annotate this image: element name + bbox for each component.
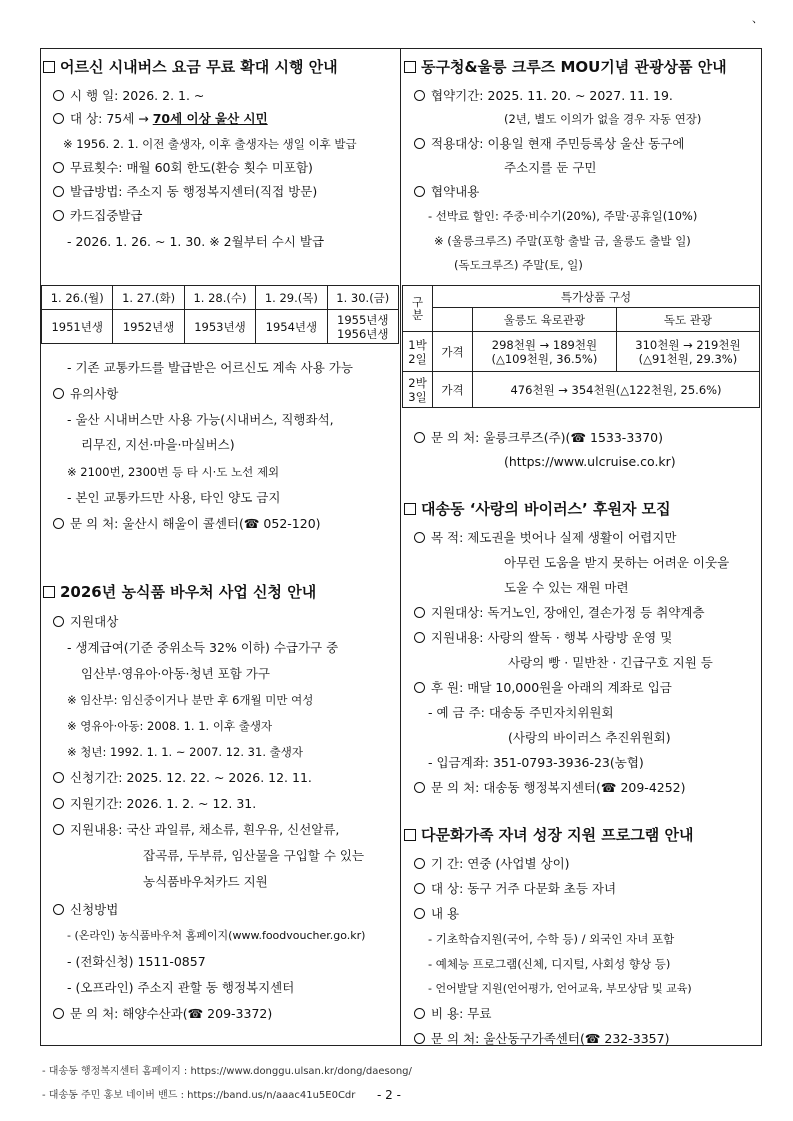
- voucher-method-phone: - (전화신청) 1511-0857: [67, 954, 206, 969]
- bullet-circle-icon: [414, 883, 425, 894]
- voucher-support-period: [53, 795, 256, 813]
- donation-content-a: 지원내용: 사랑의 쌀독 · 행복 사랑방 운영 및: [431, 630, 673, 645]
- donation-holder-b: (사랑의 바이러스 추진위원회): [508, 730, 671, 745]
- bullet-circle-icon: [414, 782, 425, 793]
- bullet-circle-icon: [53, 616, 64, 627]
- cruise-target-b: 주소지를 둔 구민: [504, 160, 597, 175]
- voucher-content-a: 지원내용: 국산 과일류, 채소류, 흰우유, 신선알류,: [70, 822, 340, 837]
- bullet-circle-icon: [414, 682, 425, 693]
- price-header-blank: [433, 308, 473, 332]
- cruise-contact-label: 문 의 처: 울릉크루즈(주)(: [431, 430, 571, 445]
- price-row2-label: [403, 372, 433, 408]
- bus-start-date: [53, 87, 204, 105]
- page-number: - 2 -: [377, 1088, 401, 1102]
- multi-period-text: 기 간: 연중 (사업별 상이): [431, 856, 570, 871]
- bus-target: [53, 110, 268, 128]
- multi-content: [414, 905, 459, 923]
- newsletter-page: [40, 48, 762, 1046]
- checkbox-icon: [43, 61, 55, 73]
- price-row1-ulleung-value: 298천원 → 189천원: [491, 337, 598, 352]
- donation-target: [414, 604, 705, 622]
- bus-free-count: [53, 159, 313, 177]
- bullet-circle-icon: [414, 632, 425, 643]
- cruise-content: [414, 183, 479, 201]
- schedule-birth: 1956년생: [337, 326, 389, 341]
- voucher-content-c: 농식품바우처카드 지원: [143, 874, 268, 889]
- bullet-circle-icon: [53, 113, 64, 124]
- price-header-ulleung: 울릉도 육로관광: [473, 308, 617, 332]
- price-header-division-text: 구분: [411, 294, 424, 322]
- bus-card-issue-text: 카드집중발급: [70, 208, 143, 223]
- voucher-target: [53, 613, 118, 631]
- price-row2-type: 가격: [433, 372, 473, 408]
- cruise-weekend-ulleung: ※ (울릉크루즈) 주말(포항 출발 금, 울릉도 출발 일): [434, 234, 691, 248]
- price-row1-label-text: 1박 2일: [408, 337, 427, 366]
- footer-band[interactable]: - 대송동 주민 홍보 네이버 밴드 : https://band.us/n/aaac41u5E0Cdr: [42, 1090, 356, 1101]
- bullet-circle-icon: [414, 1008, 425, 1019]
- bullet-circle-icon: [414, 532, 425, 543]
- schedule-birth: 1951년생: [42, 310, 113, 344]
- cruise-content-text: 협약내용: [431, 184, 480, 199]
- bus-caution1a: - 울산 시내버스만 사용 가능(시내버스, 직행좌석,: [67, 412, 334, 427]
- cruise-discount: - 선박료 할인: 주중·비수기(20%), 주말·공휴일(10%): [428, 209, 698, 223]
- phone-icon: ☎: [187, 1006, 204, 1021]
- price-row2-value: 476천원 → 354천원(△122천원, 25.6%): [473, 372, 760, 408]
- voucher-contact: [53, 1005, 272, 1023]
- price-row2-label-text: 2박 3일: [408, 375, 427, 404]
- multi-contact: [414, 1030, 669, 1048]
- phone-icon: ☎: [584, 1031, 601, 1046]
- donation-purpose-b: 아무런 도움을 받지 못하는 어려운 이웃을: [504, 555, 730, 570]
- voucher-content: [53, 821, 339, 839]
- donation-content: [414, 629, 672, 647]
- multicultural-title-text: 다문화가족 자녀 성장 지원 프로그램 안내: [421, 826, 694, 844]
- bullet-circle-icon: [414, 432, 425, 443]
- voucher-note-2: ※ 영유아·아동: 2008. 1. 1. 이후 출생자: [67, 719, 273, 733]
- schedule-date: 1. 29.(목): [256, 286, 327, 310]
- donation-contact-phone: 209-4252): [620, 780, 686, 795]
- donation-donate-text: 후 원: 매달 10,000원을 아래의 계좌로 입금: [431, 680, 672, 695]
- donation-contact: [414, 779, 686, 797]
- bus-issue-method-text: 발급방법: 주소지 동 행정복지센터(직접 방문): [70, 184, 318, 199]
- donation-donate: [414, 679, 672, 697]
- bullet-circle-icon: [414, 858, 425, 869]
- cruise-period-note: (2년, 별도 이의가 없을 경우 자동 연장): [504, 112, 702, 126]
- schedule-birth: 1952년생: [113, 310, 184, 344]
- multi-content-text: 내 용: [431, 906, 460, 921]
- price-row1-ulleung: [473, 332, 617, 372]
- price-row1-type: 가격: [433, 332, 473, 372]
- price-header-division: [403, 286, 433, 332]
- schedule-birth: 1954년생: [256, 310, 327, 344]
- bus-card-period: - 2026. 1. 26. ~ 1. 30. ※ 2월부터 수시 발급: [67, 234, 325, 249]
- bullet-circle-icon: [53, 210, 64, 221]
- bus-schedule-table: [41, 285, 399, 344]
- voucher-content-b: 잡곡류, 두부류, 임산물을 구입할 수 있는: [143, 848, 365, 863]
- bus-title-text: 어르신 시내버스 요금 무료 확대 시행 안내: [60, 58, 338, 76]
- multi-content-1: - 기초학습지원(국어, 수학 등) / 외국인 자녀 포함: [428, 932, 675, 946]
- section-title-voucher: [43, 582, 316, 602]
- bullet-circle-icon: [53, 90, 64, 101]
- schedule-birth-multi: [327, 310, 398, 344]
- cruise-contact-url: (https://www.ulcruise.co.kr): [504, 454, 676, 469]
- bullet-circle-icon: [53, 772, 64, 783]
- bullet-circle-icon: [53, 1008, 64, 1019]
- cruise-contact-phone: 1533-3370): [590, 430, 664, 445]
- corner-mark: 、: [752, 12, 763, 25]
- schedule-date: 1. 30.(금): [327, 286, 398, 310]
- schedule-birth: 1955년생: [337, 312, 389, 327]
- bullet-circle-icon: [414, 138, 425, 149]
- bus-caution2: ※ 2100번, 2300번 등 타 시·도 노선 제외: [67, 465, 280, 479]
- multi-content-2: - 예체능 프로그램(신체, 디지털, 사회성 향상 등): [428, 957, 671, 971]
- donation-account: - 입금계좌: 351-0793-3936-23(농협): [428, 755, 644, 770]
- section-title-bus: [43, 57, 338, 77]
- bus-contact-phone: 052-120): [263, 516, 321, 531]
- bus-free-count-text: 무료횟수: 매월 60회 한도(환승 횟수 미포함): [70, 160, 313, 175]
- section-title-multicultural: [404, 825, 693, 845]
- cruise-target: [414, 135, 685, 153]
- voucher-apply-period-text: 신청기간: 2025. 12. 22. ~ 2026. 12. 11.: [70, 770, 312, 785]
- multi-contact-phone: 232-3357): [604, 1031, 670, 1046]
- bullet-circle-icon: [414, 1033, 425, 1044]
- multi-target-text: 대 상: 동구 거주 다문화 초등 자녀: [431, 881, 617, 896]
- bullet-circle-icon: [53, 388, 64, 399]
- voucher-target-1a: - 생계급여(기준 중위소득 32% 이하) 수급가구 중: [67, 640, 339, 655]
- cruise-target-a: 적용대상: 이용일 현재 주민등록상 울산 동구에: [431, 136, 685, 151]
- cruise-price-table: [402, 285, 760, 408]
- voucher-note-1: ※ 임산부: 임신중이거나 분만 후 6개월 미만 여성: [67, 693, 314, 707]
- checkbox-icon: [43, 586, 55, 598]
- voucher-target-1b: 임산부·영유아·아동·청년 포함 가구: [81, 666, 270, 681]
- schedule-date: 1. 28.(수): [184, 286, 255, 310]
- bus-contact: [53, 515, 321, 533]
- bus-birth-note: ※ 1956. 2. 1. 이전 출생자, 이후 출생자는 생일 이후 발급: [63, 137, 357, 151]
- bullet-circle-icon: [53, 186, 64, 197]
- section-title-cruise: [404, 57, 727, 77]
- bus-existing-card: - 기존 교통카드를 발급받은 어르신도 계속 사용 가능: [67, 360, 353, 375]
- price-header-main: 특가상품 구성: [433, 286, 760, 308]
- schedule-date: 1. 26.(월): [42, 286, 113, 310]
- bus-card-issue: [53, 207, 142, 225]
- bullet-circle-icon: [414, 607, 425, 618]
- schedule-date: 1. 27.(화): [113, 286, 184, 310]
- bus-caution3: - 본인 교통카드만 사용, 타인 양도 금지: [67, 490, 281, 505]
- bus-caution-text: 유의사항: [70, 386, 119, 401]
- cruise-contact: [414, 429, 663, 447]
- donation-purpose: [414, 529, 676, 547]
- bullet-circle-icon: [414, 186, 425, 197]
- voucher-method-text: 신청방법: [70, 902, 119, 917]
- multi-cost-text: 비 용: 무료: [431, 1006, 492, 1021]
- phone-icon: ☎: [570, 430, 587, 445]
- bus-contact-label: 문 의 처: 울산시 해울이 콜센터(: [70, 516, 244, 531]
- voucher-support-period-text: 지원기간: 2026. 1. 2. ~ 12. 31.: [70, 796, 257, 811]
- price-row1-dokdo-discount: (△91천원, 29.3%): [638, 351, 738, 366]
- bus-caution1b: 리무진, 지선·마을·마실버스): [81, 437, 235, 452]
- donation-contact-label: 문 의 처: 대송동 행정복지센터(: [431, 780, 601, 795]
- phone-icon: ☎: [600, 780, 617, 795]
- donation-purpose-c: 도울 수 있는 재원 마련: [504, 580, 629, 595]
- schedule-birth: 1953년생: [184, 310, 255, 344]
- phone-icon: ☎: [243, 516, 260, 531]
- bus-caution: [53, 385, 118, 403]
- cruise-weekend-dokdo: (독도크루즈) 주말(토, 일): [454, 258, 583, 272]
- column-divider: [400, 49, 401, 1045]
- multi-target: [414, 880, 616, 898]
- voucher-title-text: 2026년 농식품 바우처 사업 신청 안내: [60, 583, 317, 601]
- checkbox-icon: [404, 503, 416, 515]
- footer-homepage[interactable]: - 대송동 행정복지센터 홈페이지 : https://www.donggu.ulsan.kr/dong/daesong/: [42, 1066, 412, 1077]
- bus-start-label: 시 행 일:: [70, 88, 123, 103]
- multi-cost: [414, 1005, 491, 1023]
- bus-target-from: 75세 →: [106, 111, 153, 126]
- voucher-method-online: - (온라인) 농식품바우처 홈페이지(www.foodvoucher.go.kr): [67, 929, 366, 942]
- price-row1-dokdo: [616, 332, 759, 372]
- bus-target-to: 70세 이상 울산 시민: [152, 111, 268, 126]
- bullet-circle-icon: [53, 518, 64, 529]
- donation-holder-a: - 예 금 주: 대송동 주민자치위원회: [428, 705, 614, 720]
- cruise-period-text: 협약기간: 2025. 11. 20. ~ 2027. 11. 19.: [431, 88, 673, 103]
- donation-content-b: 사랑의 빵 · 밑반찬 · 긴급구호 지원 등: [508, 655, 713, 670]
- multi-contact-label: 문 의 처: 울산동구가족센터(: [431, 1031, 585, 1046]
- cruise-title-text: 동구청&울릉 크루즈 MOU기념 관광상품 안내: [421, 58, 727, 76]
- checkbox-icon: [404, 829, 416, 841]
- voucher-contact-label: 문 의 처: 해양수산과(: [70, 1006, 188, 1021]
- bullet-circle-icon: [53, 824, 64, 835]
- price-header-dokdo: 독도 관광: [616, 308, 759, 332]
- section-title-donation: [404, 499, 671, 519]
- checkbox-icon: [404, 61, 416, 73]
- donation-target-text: 지원대상: 독거노인, 장애인, 결손가정 등 취약계층: [431, 605, 705, 620]
- voucher-contact-phone: 209-3372): [207, 1006, 273, 1021]
- price-row1-ulleung-discount: (△109천원, 36.5%): [491, 351, 598, 366]
- voucher-target-text: 지원대상: [70, 614, 119, 629]
- price-row1-label: [403, 332, 433, 372]
- voucher-method: [53, 901, 118, 919]
- bus-issue-method: [53, 183, 317, 201]
- voucher-apply-period: [53, 769, 312, 787]
- bullet-circle-icon: [53, 162, 64, 173]
- voucher-method-offline: - (오프라인) 주소지 관할 동 행정복지센터: [67, 980, 295, 995]
- bullet-circle-icon: [53, 904, 64, 915]
- bullet-circle-icon: [414, 90, 425, 101]
- bullet-circle-icon: [414, 908, 425, 919]
- cruise-period: [414, 87, 673, 105]
- bullet-circle-icon: [53, 798, 64, 809]
- bus-target-label: 대 상:: [70, 111, 107, 126]
- price-row1-dokdo-value: 310천원 → 219천원: [635, 337, 741, 352]
- voucher-note-3: ※ 청년: 1992. 1. 1. ~ 2007. 12. 31. 출생자: [67, 745, 303, 759]
- bus-start-value: 2026. 2. 1. ~: [122, 88, 205, 103]
- multi-content-3: - 언어발달 지원(언어평가, 언어교육, 부모상담 및 교육): [428, 982, 692, 995]
- donation-purpose-a: 목 적: 제도권을 벗어나 실제 생활이 어렵지만: [431, 530, 677, 545]
- donation-title-text: 대송동 ‘사랑의 바이러스’ 후원자 모집: [421, 500, 671, 518]
- multi-period: [414, 855, 570, 873]
